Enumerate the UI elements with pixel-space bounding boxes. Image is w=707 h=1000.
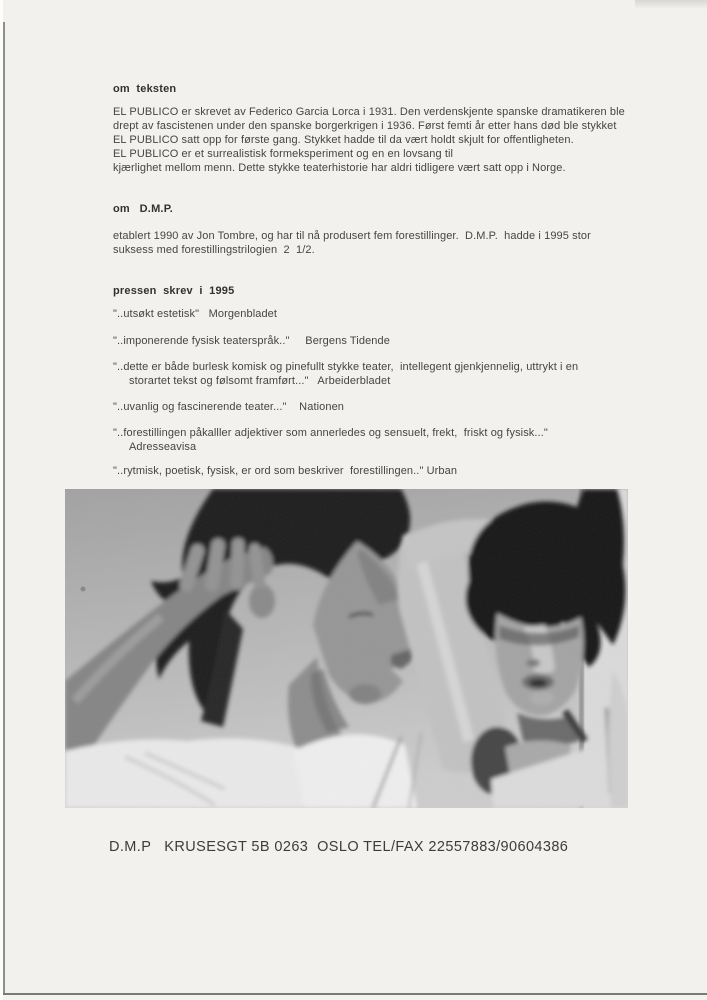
press-quote-nationen [113,400,344,414]
heading-om-dmp: om D.M.P. [113,203,174,215]
footer-address: D.M.P KRUSESGT 5B 0263 OSLO TEL/FAX 22557883/90604386 [109,839,569,855]
paragraph-om-dmp [113,229,591,257]
text-line: suksess med forestillingstrilogien 2 1/2. [113,244,315,256]
text-line: "..forestillingen påkalller adjektiver som annerledes og sensuelt, frekt, friskt og fysisk..." [113,427,548,439]
text-line: storartet tekst og følsomt framført..." Arbeiderbladet [129,375,391,387]
production-photo [65,489,628,808]
scan-shadow-top-right [635,0,707,9]
heading-om-teksten: om teksten [113,83,177,95]
text-line: "..uvanlig og fascinerende teater..." Nationen [113,401,345,413]
scan-line-left [3,22,5,993]
press-quote-adresseavisa [113,426,548,454]
text-line: EL PUBLICO satt opp for første gang. Stykket hadde til da vært holdt skjult for offentligheten. [113,134,574,146]
scan-strip-bottom [3,995,707,1000]
text-line: EL PUBLICO er et surrealistisk formeksperiment og en en lovsang til [113,148,454,160]
press-quote-urban [113,464,457,478]
text-line: "..imponerende fysisk teaterspråk.." Bergens Tidende [113,335,390,347]
heading-pressen-skrev: pressen skrev i 1995 [113,285,235,297]
text-line: drept av fascistenen under den spanske borgerkrigen i 1936. Først femti år etter hans død ble stykket [113,120,617,132]
press-quote-morgenbladet [113,307,277,321]
press-quote-arbeiderbladet [113,360,578,388]
text-line: "..dette er både burlesk komisk og pinefullt stykke teater, intellegent gjenkjennelig, uttrykt i en [113,361,579,373]
text-line: "..utsøkt estetisk" Morgenbladet [113,308,278,320]
text-line: etablert 1990 av Jon Tombre, og har til nå produsert fem forestillinger. D.M.P. hadde i 1995 stor [113,230,591,242]
text-line: kjærlighet mellom menn. Dette stykke teaterhistorie har aldri tidligere vært satt opp i Norge. [113,162,566,174]
press-quote-bergens-tidende [113,334,390,348]
text-line: EL PUBLICO er skrevet av Federico Garcia Lorca i 1931. Den verdenskjente spanske dramatikeren ble [113,106,625,118]
scan-line-bottom [3,993,707,995]
paragraph-om-teksten [113,105,625,175]
text-line: Adresseavisa [129,441,197,453]
text-line: "..rytmisk, poetisk, fysisk, er ord som beskriver forestillingen.." Urban [113,465,458,477]
